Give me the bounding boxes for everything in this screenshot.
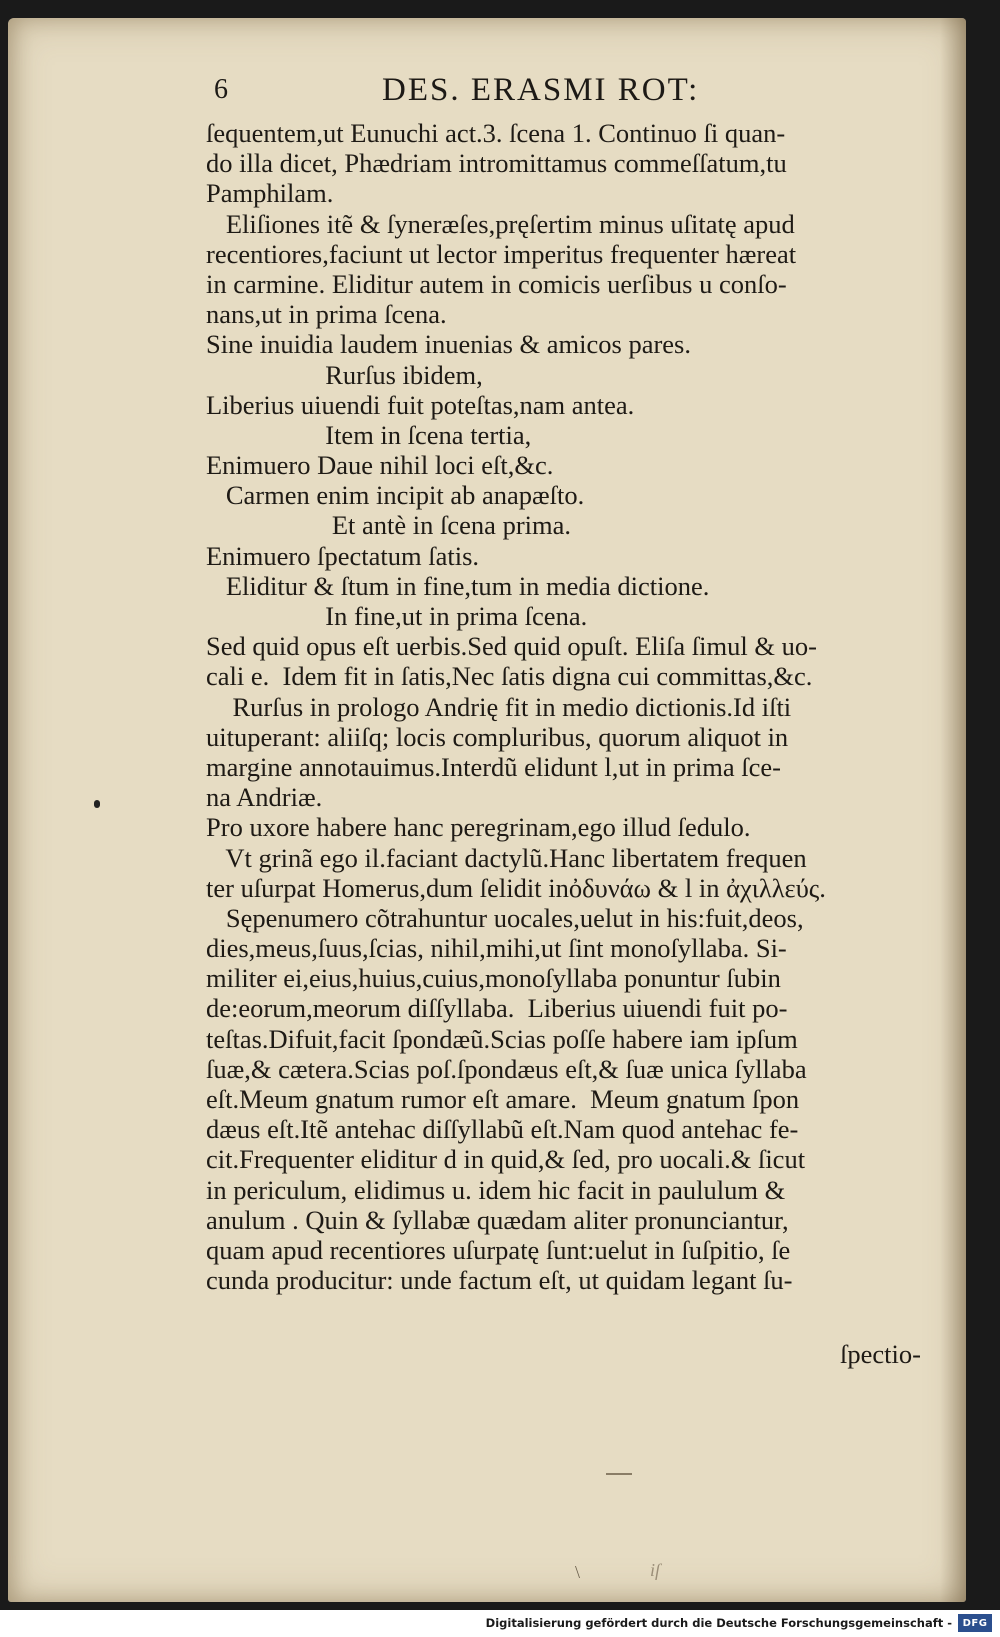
page-number: 6 <box>214 74 230 105</box>
text-line: In fine,ut in prima ſcena. <box>206 601 588 631</box>
body-text <box>206 118 946 1295</box>
text-line: recentiores,faciunt ut lector imperitus frequenter hæreat <box>206 238 797 269</box>
text-line: do illa dicet, Phædriam intromittamus commeſſatum,tu <box>206 148 787 179</box>
dfg-logo: DFG <box>958 1614 992 1632</box>
footer-credit: Digitalisierung gefördert durch die Deutsche Forschungsgemeinschaft - <box>485 1616 952 1630</box>
text-line: cali e. Idem fit in ſatis,Nec ſatis digna cui committas,&c. <box>206 661 813 692</box>
text-line: teſtas.Difuit,facit ſpondæũ.Scias poſſe habere iam ipſum <box>206 1023 798 1054</box>
text-line: Sed quid opus eſt uerbis.Sed quid opuſt. Eliſa ſimul & uo- <box>206 631 817 662</box>
text-line: Eliditur & ſtum in fine,tum in media dictione. <box>206 570 710 601</box>
running-head: DES. ERASMI ROT: <box>382 72 700 108</box>
text-line: Eliſiones itẽ & ſyneræſes,pręſertim minus uſitatę apud <box>206 208 795 239</box>
text-line: margine annotauimus.Interdũ elidunt l,ut in prima ſce- <box>206 751 782 782</box>
text-line: ſuæ,& cætera.Scias poſ.ſpondæus eſt,& ſuæ unica ſyllaba <box>206 1053 807 1084</box>
text-line: Rurſus in prologo Andrię fit in medio dictionis.Id iſti <box>206 691 792 722</box>
text-line: militer ei,eius,huius,cuius,monoſyllaba ponuntur ſubin <box>206 963 781 994</box>
text-line: Carmen enim incipit ab anapæſto. <box>206 480 585 511</box>
page-header <box>214 72 774 116</box>
text-line: anulum . Quin & ſyllabæ quædam aliter pronunciantur, <box>206 1204 789 1235</box>
bottom-mark: \ <box>575 1562 581 1582</box>
text-line: quam apud recentiores uſurpatę ſunt:uelut in ſuſpitio, ſe <box>206 1234 791 1265</box>
bottom-mark-faint: iſ <box>650 1560 661 1580</box>
text-line: eſt.Meum gnatum rumor eſt amare. Meum gnatum ſpon <box>206 1084 800 1114</box>
text-line: uituperant: aliiſq; locis compluribus, quorum aliquot in <box>206 721 789 752</box>
text-line: Enimuero Daue nihil loci eſt,&c. <box>206 450 554 481</box>
text-line: cunda producitur: unde factum eſt, ut quidam legant ſu- <box>206 1265 793 1296</box>
text-line: ſequentem,ut Eunuchi act.3. ſcena 1. Continuo ſi quan- <box>206 118 786 148</box>
footer-bar <box>0 1612 1000 1637</box>
text-line: Sępenumero cõtrahuntur uocales,uelut in his:fuit,deos, <box>206 902 804 933</box>
text-line: in carmine. Eliditur autem in comicis uerſibus u conſo- <box>206 268 787 299</box>
text-line: de:eorum,meorum diſſyllaba. Liberius uiuendi fuit po- <box>206 993 788 1024</box>
text-line: ter uſurpat Homerus,dum ſelidit inὀδυνάω & l in ἀχιλλεύς. <box>206 872 826 903</box>
text-line: Et antè in ſcena prima. <box>206 510 572 541</box>
text-line: Sine inuidia laudem inuenias & amicos pares. <box>206 329 691 360</box>
text-line: Enimuero ſpectatum ſatis. <box>206 540 480 571</box>
margin-ink-spot <box>94 800 100 808</box>
bottom-rule <box>606 1473 632 1475</box>
text-line: dæus eſt.Itẽ antehac diſſyllabũ eſt.Nam quod antehac fe- <box>206 1114 799 1145</box>
text-line: Vt grinã ego il.faciant dactylũ.Hanc libertatem frequen <box>206 842 807 873</box>
text-line: Rurſus ibidem, <box>206 359 483 390</box>
catchword: ſpectio- <box>840 1339 921 1369</box>
text-line: Item in ſcena tertia, <box>206 419 532 450</box>
text-line: cit.Frequenter eliditur d in quid,& ſed, pro uocali.& ſicut <box>206 1144 806 1175</box>
text-line: Pamphilam. <box>206 178 334 209</box>
text-line: dies,meus,ſuus,ſcias, nihil,mihi,ut ſint monoſyllaba. Si- <box>206 933 787 964</box>
text-line: Liberius uiuendi fuit poteſtas,nam antea. <box>206 389 635 420</box>
text-line: Pro uxore habere hanc peregrinam,ego illud ſedulo. <box>206 812 751 843</box>
text-line: nans,ut in prima ſcena. <box>206 299 447 330</box>
text-line: na Andriæ. <box>206 782 323 813</box>
text-line: in periculum, elidimus u. idem hic facit in paululum & <box>206 1174 786 1205</box>
